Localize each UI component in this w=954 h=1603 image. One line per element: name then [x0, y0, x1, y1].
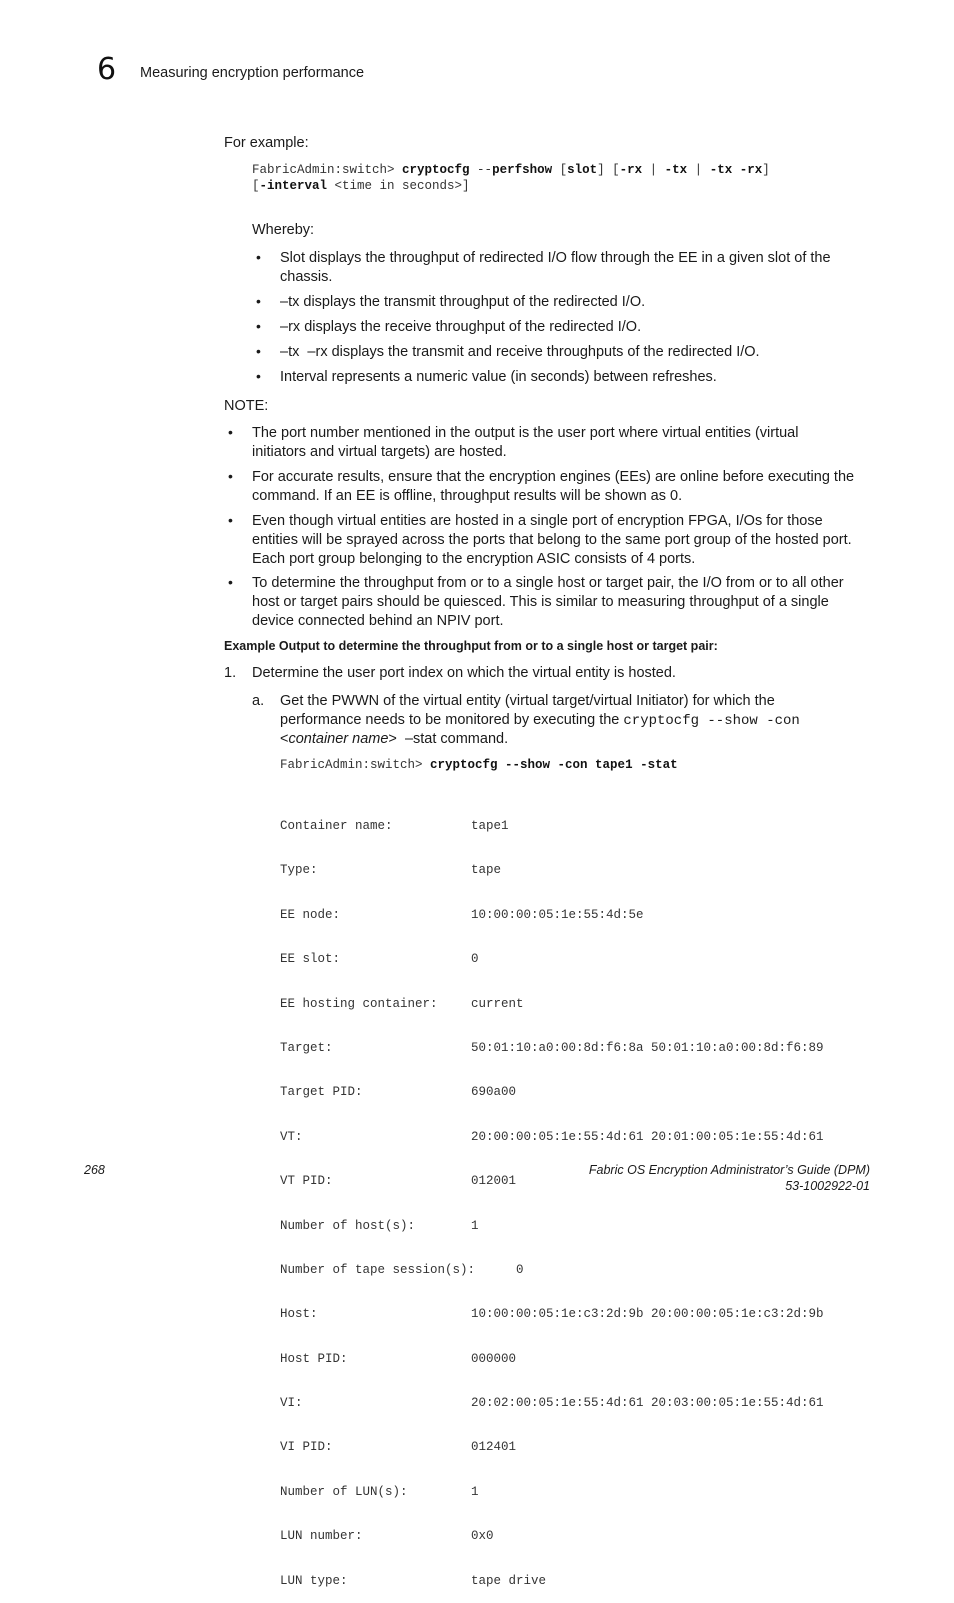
syntax-sep: [: [552, 163, 568, 177]
output-value: 20:00:00:05:1e:55:4d:61 20:01:00:05:1e:55:4d:61: [471, 1129, 824, 1144]
output-value: 0x0: [471, 1529, 494, 1544]
param-term: Interval: [280, 369, 328, 385]
chapter-title: Measuring encryption performance: [140, 65, 365, 81]
output-key: LUN number:: [280, 1529, 363, 1544]
output-key: Type:: [280, 863, 318, 878]
command-prompt: FabricAdmin:switch>: [280, 758, 431, 772]
syntax-line-1: [252, 163, 770, 177]
output-value: 10:00:00:05:1e:c3:2d:9b 20:00:00:05:1e:c3:2d:9b: [471, 1307, 824, 1322]
output-value: 000000: [471, 1351, 517, 1366]
output-value: tape1: [471, 819, 509, 833]
note-label: NOTE:: [224, 398, 269, 414]
param-tx: [280, 293, 645, 312]
syntax-sep: <time in seconds>]: [327, 179, 470, 193]
output-value: 690a00: [471, 1085, 517, 1100]
note-line: device connected behind an NPIV port.: [252, 613, 504, 629]
example-heading: Example Output to determine the throughput from or to a single host or target pair:: [224, 639, 718, 653]
param-term: rx: [315, 344, 328, 360]
output-key: VT:: [280, 1129, 303, 1144]
command-text: cryptocfg --show -con tape1 -stat: [430, 758, 678, 772]
note-item: [252, 512, 872, 569]
param-interval: [280, 368, 717, 387]
output-row: [280, 1218, 824, 1234]
page-number: 268: [84, 1163, 105, 1177]
syntax-rx: -rx: [619, 163, 643, 177]
syntax-sep: [: [252, 179, 260, 193]
output-key: Number of host(s):: [280, 1218, 416, 1233]
param-slot: [280, 249, 870, 268]
syntax-txrx: -tx -rx: [709, 163, 763, 177]
param-term: Slot: [280, 250, 305, 266]
step-text: Determine the user port index on which the virtual entity is hosted.: [252, 665, 676, 681]
param-dash: –: [280, 344, 289, 360]
output-key: Host:: [280, 1307, 318, 1322]
footer-doc-info: [589, 1162, 870, 1194]
bullet-icon: •: [256, 368, 261, 384]
param-tx-rx: [280, 343, 760, 362]
output-row: [280, 1484, 824, 1500]
substep-text: > –: [388, 731, 414, 747]
syntax-sep: ] [: [597, 163, 620, 177]
note-line: The port number mentioned in the output is the user port where virtual entities (virtual: [252, 425, 799, 441]
output-row: [280, 951, 824, 967]
substep-text: <: [280, 731, 289, 747]
param-dash: –: [280, 294, 289, 310]
param-slot-cont: chassis.: [280, 269, 333, 285]
syntax-interval: -interval: [259, 179, 328, 193]
substep-line-3: [280, 730, 508, 749]
substep-line-1: Get the PWWN of the virtual entity (virtual target/virtual Initiator) for which the: [280, 693, 775, 709]
substep-letter: a.: [252, 693, 265, 709]
bullet-icon: •: [256, 249, 261, 265]
output-row: [280, 862, 824, 878]
step-number: 1.: [224, 665, 237, 681]
substep-text: performance needs to be monitored by executing the: [280, 712, 624, 728]
note-item: [252, 574, 872, 631]
output-key: Container name:: [280, 819, 393, 833]
syntax-command: cryptocfg: [402, 163, 470, 177]
syntax-tx: -tx: [664, 163, 688, 177]
note-line: command. If an EE is offline, throughput results will be shown as 0.: [252, 488, 683, 504]
output-row: [280, 907, 824, 923]
output-value: 1: [471, 1484, 479, 1499]
syntax-option: perfshow: [492, 163, 553, 177]
output-row: [280, 1084, 824, 1100]
output-key: Target:: [280, 1040, 333, 1055]
note-line: To determine the throughput from or to a single host or target pair, the I/O from or to all other: [252, 575, 844, 591]
bullet-icon: •: [256, 293, 261, 309]
output-row: [280, 1439, 824, 1455]
substep-text: command.: [436, 731, 509, 747]
bullet-icon: •: [228, 512, 233, 528]
output-value: current: [471, 996, 524, 1011]
output-value: 0: [471, 952, 479, 967]
placeholder-text: container name: [288, 731, 389, 747]
syntax-line-2: [252, 179, 470, 193]
syntax-sep: |: [687, 163, 710, 177]
note-item: [252, 468, 872, 506]
output-value: 10:00:00:05:1e:55:4d:5e: [471, 907, 644, 922]
intro-text: For example:: [224, 135, 309, 151]
param-dash: –: [299, 344, 316, 360]
param-term: stat: [413, 731, 437, 747]
param-desc: displays the transmit throughput of the redirected I/O.: [299, 294, 646, 310]
syntax-sep: --: [469, 163, 493, 177]
param-desc: displays the receive throughput of the redirected I/O.: [300, 319, 642, 335]
output-key: VI:: [280, 1396, 303, 1411]
bullet-icon: •: [228, 424, 233, 440]
output-value: 50:01:10:a0:00:8d:f6:8a 50:01:10:a0:00:8d:f6:89: [471, 1040, 824, 1055]
param-desc: displays the throughput of redirected I/O flow through the EE in a given slot of the: [305, 250, 831, 266]
output-row: [280, 1129, 824, 1145]
output-row: [280, 818, 824, 834]
param-term: tx: [288, 294, 300, 310]
inline-code: cryptocfg --show -con: [623, 713, 800, 729]
output-key: EE hosting container:: [280, 996, 438, 1011]
output-key: EE slot:: [280, 952, 341, 967]
footer-title: Fabric OS Encryption Administrator’s Guide (DPM): [588, 1163, 870, 1177]
param-rx: [280, 318, 641, 337]
note-line: Even though virtual entities are hosted in a single port of encryption FPGA, I/Os for those: [252, 513, 823, 529]
output-row: [280, 1528, 824, 1544]
command-output: [280, 790, 824, 1603]
output-row: [280, 1262, 824, 1278]
output-row: [280, 1395, 824, 1411]
note-line: entities will be sprayed across the ports that belong to the same port group of the hosted port.: [252, 532, 852, 548]
command-line: [280, 758, 678, 772]
output-key: VT PID:: [280, 1174, 333, 1189]
bullet-icon: •: [228, 468, 233, 484]
syntax-sep: |: [642, 163, 665, 177]
output-value: 012001: [471, 1174, 517, 1189]
bullet-icon: •: [228, 574, 233, 590]
param-desc: represents a numeric value (in seconds) between refreshes.: [327, 369, 717, 385]
note-line: Each port group belonging to the encryption ASIC consists of 4 ports.: [252, 551, 696, 567]
bullet-icon: •: [256, 343, 261, 359]
syntax-prompt: FabricAdmin:switch>: [252, 163, 403, 177]
syntax-slot: slot: [567, 163, 598, 177]
output-row: [280, 996, 824, 1012]
bullet-icon: •: [256, 318, 261, 334]
param-term: tx: [288, 344, 300, 360]
chapter-number: 6: [97, 52, 117, 87]
output-row: [280, 1351, 824, 1367]
output-key: Target PID:: [280, 1085, 363, 1100]
output-value: tape drive: [471, 1573, 547, 1588]
output-key: EE node:: [280, 907, 341, 922]
note-line: initiators and virtual targets) are hosted.: [252, 444, 507, 460]
note-item: [252, 424, 872, 462]
output-key: Number of tape session(s):: [280, 1262, 476, 1277]
output-value: tape: [471, 863, 502, 878]
param-term: rx: [288, 319, 301, 335]
output-row: [280, 1040, 824, 1056]
param-desc: displays the transmit and receive throughputs of the redirected I/O.: [327, 344, 760, 360]
footer-doc-id: 53-1002922-01: [785, 1179, 870, 1193]
output-key: LUN type:: [280, 1573, 348, 1588]
output-row: [280, 1306, 824, 1322]
param-dash: –: [280, 319, 289, 335]
output-key: Host PID:: [280, 1351, 348, 1366]
output-value: 20:02:00:05:1e:55:4d:61 20:03:00:05:1e:55:4d:61: [471, 1396, 824, 1411]
output-value: 012401: [471, 1440, 517, 1455]
note-line: For accurate results, ensure that the encryption engines (EEs) are online before executing the: [252, 469, 855, 485]
output-key: VI PID:: [280, 1440, 333, 1455]
syntax-sep: ]: [762, 163, 770, 177]
whereby-label: Whereby:: [252, 222, 315, 238]
substep-line-2: [280, 711, 800, 731]
output-value: 1: [471, 1218, 479, 1233]
output-key: Number of LUN(s):: [280, 1484, 408, 1499]
output-row: [280, 1573, 824, 1589]
output-value: 0: [471, 1262, 524, 1277]
note-line: host or target pairs should be quiesced. This is similar to measuring throughput of a single: [252, 594, 829, 610]
